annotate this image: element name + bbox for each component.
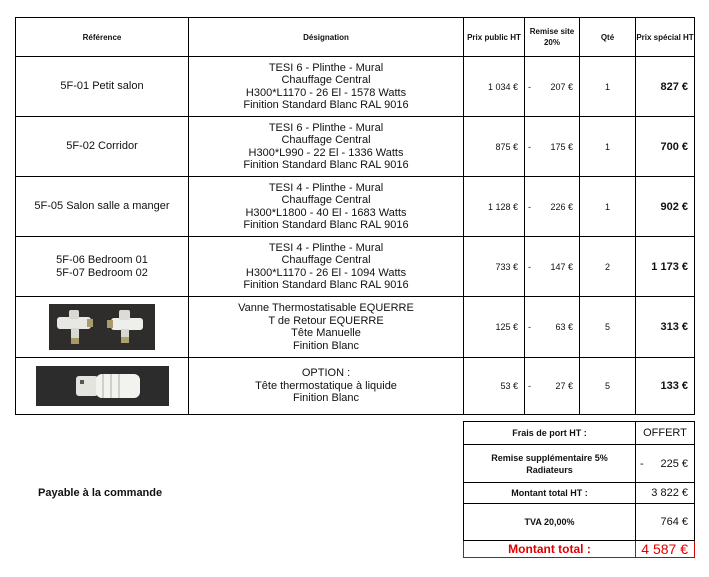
summary-row bbox=[464, 445, 695, 483]
prix-special-cell: 133 € bbox=[636, 358, 695, 415]
designation-line: T de Retour EQUERRE bbox=[268, 314, 384, 327]
remise-supp-label-line: Radiateurs bbox=[526, 464, 573, 475]
header-designation: Désignation bbox=[189, 18, 464, 57]
remise-value: 175 € bbox=[550, 141, 573, 152]
reference-line: 5F-05 Salon salle a manger bbox=[34, 200, 170, 212]
reference-line: 5F-07 Bedroom 02 bbox=[56, 266, 148, 279]
prix-public-cell: 1 034 € bbox=[464, 57, 525, 117]
remise-value: 226 € bbox=[550, 201, 573, 212]
prix-public-cell: 53 € bbox=[464, 358, 525, 415]
designation-line: Finition Blanc bbox=[292, 392, 360, 405]
designation-line: TESI 6 - Plinthe - Mural bbox=[268, 121, 384, 134]
remise-cell: - 63 € bbox=[525, 297, 580, 358]
prix-special-cell: 827 € bbox=[636, 57, 695, 117]
designation-line: Finition Standard Blanc RAL 9016 bbox=[243, 219, 409, 231]
qty-cell: 2 bbox=[580, 237, 636, 297]
header-qte: Qté bbox=[580, 18, 636, 57]
frais-value: OFFERT bbox=[636, 422, 695, 445]
remise-cell: - 27 € bbox=[525, 358, 580, 415]
reference-line: 5F-02 Corridor bbox=[66, 140, 138, 152]
reference-cell bbox=[16, 297, 189, 358]
prix-special-cell: 700 € bbox=[636, 117, 695, 177]
prix-public-cell: 1 128 € bbox=[464, 177, 525, 237]
remise-cell: - 226 € bbox=[525, 177, 580, 237]
total-value: 4 587 € bbox=[636, 541, 695, 558]
remise-supp-cell: - 225 € bbox=[636, 445, 695, 483]
designation-line: Finition Standard Blanc RAL 9016 bbox=[243, 99, 409, 111]
designation-line: TESI 4 - Plinthe - Mural bbox=[268, 181, 384, 194]
summary-row bbox=[464, 504, 695, 541]
header-remise: Remise site 20% bbox=[525, 18, 580, 57]
tva-label: TVA 20,00% bbox=[464, 504, 636, 541]
thermostatic-head-photo bbox=[36, 366, 169, 406]
header-row bbox=[16, 18, 695, 57]
table-row bbox=[16, 57, 695, 117]
remise-value: 27 € bbox=[555, 381, 573, 391]
montant-ht-value: 3 822 € bbox=[636, 483, 695, 504]
designation-cell bbox=[189, 57, 464, 117]
qty-cell: 1 bbox=[580, 177, 636, 237]
remise-value: 147 € bbox=[550, 261, 573, 272]
designation-line: Chauffage Central bbox=[281, 194, 371, 206]
prix-special-cell: 902 € bbox=[636, 177, 695, 237]
prix-public-cell: 875 € bbox=[464, 117, 525, 177]
designation-line: Finition Standard Blanc RAL 9016 bbox=[243, 159, 409, 171]
remise-cell: - 207 € bbox=[525, 57, 580, 117]
designation-line: Chauffage Central bbox=[281, 74, 371, 86]
remise-supp-value: 225 € bbox=[660, 457, 688, 470]
remise-cell: - 147 € bbox=[525, 237, 580, 297]
designation-line: H300*L990 - 22 El - 1336 Watts bbox=[248, 146, 404, 159]
montant-ht-label: Montant total HT : bbox=[464, 483, 636, 504]
designation-line: TESI 4 - Plinthe - Mural bbox=[268, 241, 384, 254]
designation-line: OPTION : bbox=[301, 367, 351, 380]
table-row bbox=[16, 237, 695, 297]
qty-cell: 1 bbox=[580, 117, 636, 177]
summary-row bbox=[464, 422, 695, 445]
designation-cell bbox=[189, 117, 464, 177]
designation-line: Tête thermostatique à liquide bbox=[255, 379, 397, 392]
table-row bbox=[16, 358, 695, 415]
reference-cell bbox=[16, 358, 189, 415]
prix-public-cell: 125 € bbox=[464, 297, 525, 358]
reference-line: 5F-06 Bedroom 01 bbox=[56, 253, 148, 266]
designation-line: Finition Blanc bbox=[292, 339, 360, 352]
quote-table bbox=[15, 17, 695, 415]
prix-special-cell: 1 173 € bbox=[636, 237, 695, 297]
table-row bbox=[16, 117, 695, 177]
remise-supp-label bbox=[464, 445, 636, 483]
reference-line: 5F-01 Petit salon bbox=[60, 80, 144, 92]
designation-line: Chauffage Central bbox=[281, 254, 371, 266]
designation-line: H300*L1170 - 26 El - 1578 Watts bbox=[245, 86, 407, 99]
header-prix-special: Prix spécial HT bbox=[636, 18, 695, 57]
payable-note: Payable à la commande bbox=[38, 487, 163, 499]
total-label: Montant total : bbox=[464, 541, 636, 558]
designation-cell bbox=[189, 358, 464, 415]
reference-cell bbox=[16, 237, 189, 297]
designation-line: Vanne Thermostatisable EQUERRE bbox=[238, 302, 414, 314]
remise-supp-label-line: Remise supplémentaire 5% bbox=[491, 452, 608, 463]
designation-cell bbox=[189, 237, 464, 297]
valve-photo bbox=[49, 304, 155, 350]
designation-line: TESI 6 - Plinthe - Mural bbox=[268, 61, 384, 74]
qty-cell: 5 bbox=[580, 358, 636, 415]
total-row bbox=[464, 541, 695, 558]
qty-cell: 5 bbox=[580, 297, 636, 358]
reference-cell bbox=[16, 117, 189, 177]
designation-line: Chauffage Central bbox=[281, 134, 371, 146]
prix-special-cell: 313 € bbox=[636, 297, 695, 358]
remise-cell: - 175 € bbox=[525, 117, 580, 177]
reference-cell bbox=[16, 177, 189, 237]
summary-row bbox=[464, 483, 695, 504]
table-row bbox=[16, 297, 695, 358]
remise-value: 207 € bbox=[550, 81, 573, 92]
designation-cell bbox=[189, 297, 464, 358]
designation-line: H300*L1170 - 26 El - 1094 Watts bbox=[245, 266, 407, 279]
table-row bbox=[16, 177, 695, 237]
designation-line: Tête Manuelle bbox=[291, 327, 361, 339]
header-reference: Référence bbox=[16, 18, 189, 57]
frais-label: Frais de port HT : bbox=[464, 422, 636, 445]
qty-cell: 1 bbox=[580, 57, 636, 117]
prix-public-cell: 733 € bbox=[464, 237, 525, 297]
designation-line: H300*L1800 - 40 El - 1683 Watts bbox=[245, 206, 407, 219]
designation-line: Finition Standard Blanc RAL 9016 bbox=[243, 279, 409, 291]
reference-cell bbox=[16, 57, 189, 117]
remise-value: 63 € bbox=[555, 322, 573, 332]
designation-cell bbox=[189, 177, 464, 237]
tva-value: 764 € bbox=[636, 504, 695, 541]
header-prix-public: Prix public HT bbox=[464, 18, 525, 57]
summary-table bbox=[463, 421, 695, 558]
